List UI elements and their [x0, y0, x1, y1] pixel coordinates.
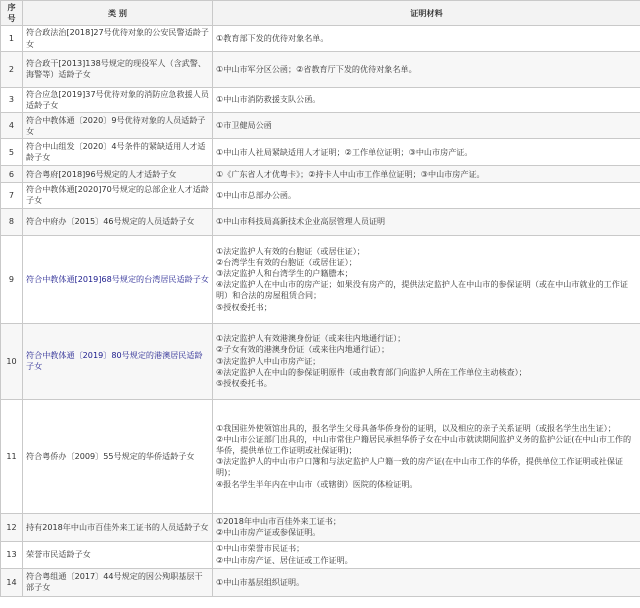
header-materials: 证明材料	[213, 1, 640, 26]
material-line: ⑤授权委托书。	[216, 377, 272, 388]
table-row	[1, 87, 640, 112]
row-number: 2	[1, 51, 23, 87]
material-line: ②台湾学生有效的台胞证（或居住证）；	[216, 256, 357, 267]
row-number: 4	[1, 113, 23, 139]
material-line: ①《广东省人才优粤卡》；②持卡人中山市工作单位证明；③中山市房产证。	[216, 168, 485, 179]
row-materials	[213, 139, 640, 166]
row-number: 9	[1, 235, 23, 323]
row-category: 符合政法治[2018]27号优待对象的公安民警适龄子女	[23, 26, 213, 51]
row-category: 符合粤府[2018]96号规定的人才适龄子女	[23, 166, 213, 183]
table-row	[1, 183, 640, 208]
material-line: ②中山市公证部门出具的，中山市常住户籍居民承担华侨子女在中山市就读期间监护义务的监护公证(在中山市工作的华侨，提供单位工作证明或社保证明)；	[216, 433, 632, 455]
material-line: ①教育部下发的优待对象名单。	[216, 33, 329, 43]
table-header-row	[1, 1, 640, 26]
material-line: ②中山市房产证、居住证或工作证明。	[216, 554, 353, 565]
table-row	[1, 541, 640, 568]
table-row	[1, 208, 640, 235]
material-line: ①中山市消防救援支队公函。	[216, 94, 321, 105]
row-materials	[213, 26, 640, 51]
header-number: 序号	[1, 1, 23, 26]
row-materials	[213, 87, 640, 112]
table-row	[1, 26, 640, 51]
row-materials	[213, 323, 640, 399]
row-materials	[213, 166, 640, 183]
row-materials	[213, 568, 640, 596]
row-category: 符合中教体通[2020]70号规定的总部企业人才适龄子女	[23, 183, 213, 208]
row-number: 7	[1, 183, 23, 208]
row-materials	[213, 208, 640, 235]
row-number: 6	[1, 166, 23, 183]
material-line: ①中山市科技局高新技术企业高层管理人员证明	[216, 216, 386, 227]
row-category: 符合中教体通〔2019〕80号规定的港澳居民适龄子女	[23, 323, 213, 399]
material-line: ①2018年中山市百佳外来工证书；	[216, 515, 341, 526]
row-category: 符合中府办〔2015〕46号规定的人员适龄子女	[23, 208, 213, 235]
table-row	[1, 323, 640, 399]
table-row	[1, 51, 640, 87]
material-line: ④报名学生半年内在中山市（或辖街）医院的体检证明。	[216, 478, 418, 489]
row-number: 11	[1, 399, 23, 513]
row-materials	[213, 399, 640, 513]
table-row	[1, 139, 640, 166]
table-row	[1, 235, 640, 323]
material-line: ①法定监护人有效港澳身份证（或来往内地通行证）；	[216, 333, 406, 344]
material-line: ①中山市基层组织证明。	[216, 576, 305, 587]
row-category: 符合中教体通〔2020〕9号优待对象的人员适龄子女	[23, 113, 213, 139]
material-line: ①中山市总部办公函。	[216, 189, 297, 200]
row-category: 荣誉市民适龄子女	[23, 541, 213, 568]
material-line: ①中山市荣誉市民证书；	[216, 543, 305, 554]
material-line: ④法定监护人在中山的参保证明原件（或由教育部门向监护人所在工作单位主动核查）；	[216, 366, 527, 377]
row-materials	[213, 51, 640, 87]
material-line: ②中山市房产证或参保证明。	[216, 527, 321, 538]
row-materials	[213, 541, 640, 568]
material-line: ③法定监护人中山市房产证；	[216, 355, 321, 366]
row-category: 符合中山组发〔2020〕4号条件的紧缺适用人才适龄子女	[23, 139, 213, 166]
row-materials	[213, 183, 640, 208]
table-row	[1, 113, 640, 139]
row-category: 符合中教体通[2019]68号规定的台湾居民适龄子女	[23, 235, 213, 323]
table-row	[1, 513, 640, 541]
row-category: 持有2018年中山市百佳外来工证书的人员适龄子女	[23, 513, 213, 541]
row-number: 10	[1, 323, 23, 399]
material-line: ③法定监护人的中山市户口簿和与法定监护人户籍一致的房产证(在中山市工作的华侨，提供单位工作证明或社保证明)；	[216, 456, 624, 478]
row-number: 13	[1, 541, 23, 568]
material-line: ①中山市军分区公函；②省教育厅下发的优待对象名单。	[216, 63, 417, 74]
row-materials	[213, 113, 640, 139]
row-category: 符合粤组通〔2017〕44号规定的因公殉职基层干部子女	[23, 568, 213, 596]
table-row	[1, 568, 640, 596]
row-number: 3	[1, 87, 23, 112]
table-row	[1, 399, 640, 513]
material-line: ①中山市人社局紧缺适用人才证明；②工作单位证明；③中山市房产证。	[216, 146, 473, 157]
row-number: 8	[1, 208, 23, 235]
row-category: 符合政干[2013]138号规定的现役军人（含武警、海警等）适龄子女	[23, 51, 213, 87]
material-line: ①市卫健局公函	[216, 120, 272, 131]
table-row	[1, 166, 640, 183]
row-category: 符合应急[2019]37号优待对象的消防应急救援人员适龄子女	[23, 87, 213, 112]
row-number: 5	[1, 139, 23, 166]
material-line: ④法定监护人在中山市的房产证；如果没有房产的，提供法定监护人在中山市的参保证明（或在中山市就业的工作证明）和合法的房屋租赁合同；	[216, 279, 628, 301]
row-number: 12	[1, 513, 23, 541]
row-category: 符合粤侨办〔2009〕55号规定的华侨适龄子女	[23, 399, 213, 513]
material-line: ①我国驻外使领馆出具的，报名学生父母具备华侨身份的证明，以及相应的亲子关系证明（或报名学生出生证）；	[216, 422, 616, 433]
material-line: ②子女有效的港澳身份证（或来往内地通行证）；	[216, 344, 390, 355]
material-line: ⑤授权委托书；	[216, 301, 272, 312]
material-line: ①法定监护人有效的台胞证（或居住证）；	[216, 245, 365, 256]
row-materials	[213, 513, 640, 541]
row-number: 14	[1, 568, 23, 596]
header-category: 类 别	[23, 1, 213, 26]
row-number: 1	[1, 26, 23, 51]
material-line: ③法定监护人和台湾学生的户籍謄本；	[216, 267, 353, 278]
row-materials	[213, 235, 640, 323]
